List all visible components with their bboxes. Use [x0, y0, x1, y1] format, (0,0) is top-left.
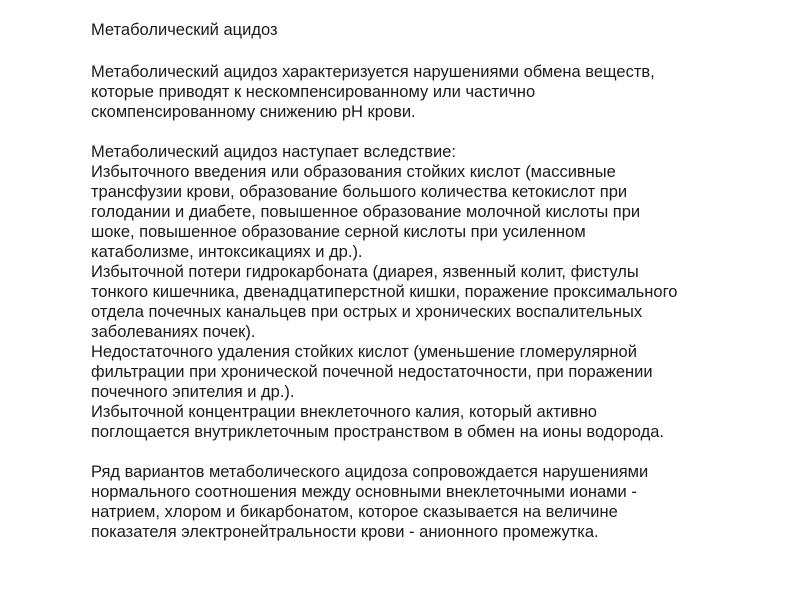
- text-line: натрием, хлором и бикарбонатом, которое сказывается на величине: [91, 503, 618, 521]
- text-line: скомпенсированному снижению рН крови.: [91, 103, 416, 121]
- text-line: которые приводят к нескомпенсированному или частично: [91, 83, 536, 101]
- text-line: фильтрации при хронической почечной недостаточности, при поражении: [91, 363, 653, 381]
- text-line: Избыточного введения или образования стойких кислот (массивные: [91, 163, 616, 181]
- text-line: Недостаточного удаления стойких кислот (уменьшение гломерулярной: [91, 343, 637, 361]
- conclusion-paragraph: [91, 462, 771, 542]
- text-line: заболеваниях почек).: [91, 323, 256, 341]
- text-line: тонкого кишечника, двенадцатиперстной кишки, поражение проксимального: [91, 283, 678, 301]
- text-line: шоке, повышенное образование серной кислоты при усиленном: [91, 223, 586, 241]
- text-line: нормального соотношения между основными внеклеточными ионами -: [91, 483, 637, 501]
- text-line: показателя электронейтральности крови - анионного промежутка.: [91, 523, 599, 541]
- text-line: катаболизме, интоксикациях и др.).: [91, 243, 363, 261]
- text-line: голодании и диабете, повышенное образование молочной кислоты при: [91, 203, 641, 221]
- text-line: Избыточной потери гидрокарбоната (диарея, язвенный колит, фистулы: [91, 263, 639, 281]
- paragraph-gap: [91, 122, 771, 142]
- text-line: почечного эпителия и др.).: [91, 383, 295, 401]
- text-line: поглощается внутриклеточным пространством в обмен на ионы водорода.: [91, 423, 664, 441]
- slide-content: [91, 20, 771, 542]
- intro-paragraph: [91, 62, 771, 122]
- slide-title: Метаболический ацидоз: [91, 21, 278, 39]
- text-line: трансфузии крови, образование большого количества кетокислот при: [91, 183, 628, 201]
- text-line: отдела почечных канальцев при острых и хронических воспалительных: [91, 303, 643, 321]
- text-line: Избыточной концентрации внеклеточного калия, который активно: [91, 403, 597, 421]
- text-line: Ряд вариантов метаболического ацидоза сопровождается нарушениями: [91, 463, 649, 481]
- text-line: Метаболический ацидоз наступает вследствие:: [91, 143, 456, 161]
- text-line: Метаболический ацидоз характеризуется нарушениями обмена веществ,: [91, 63, 655, 81]
- paragraph-gap: [91, 442, 771, 462]
- causes-paragraph: [91, 142, 771, 442]
